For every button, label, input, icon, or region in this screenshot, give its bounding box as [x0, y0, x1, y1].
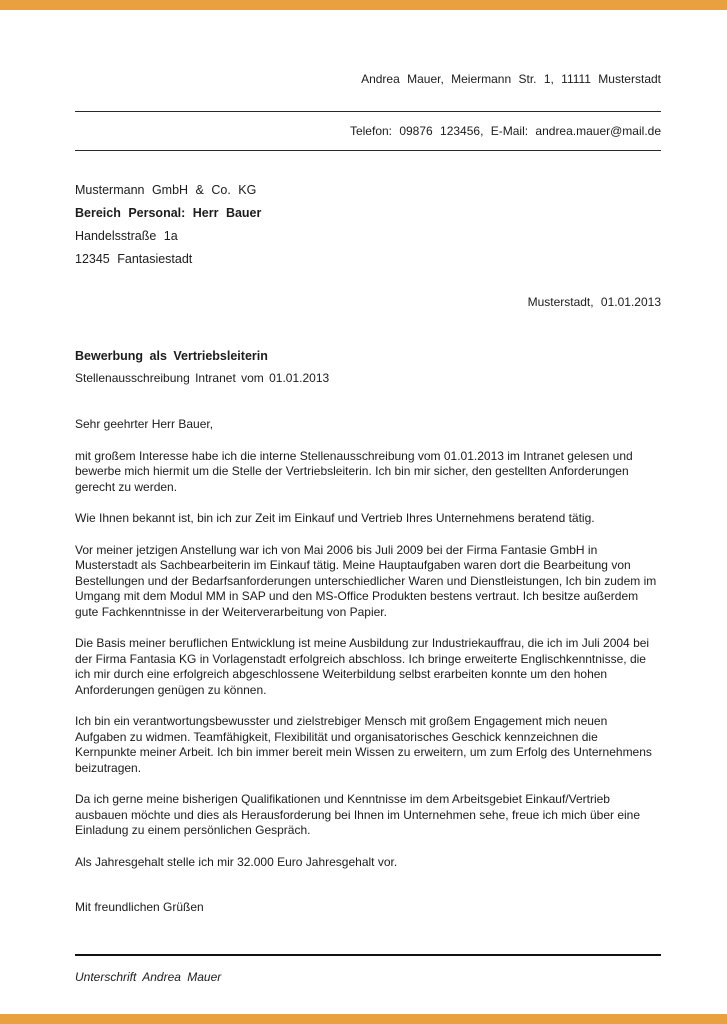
subject-line: Bewerbung als Vertriebsleiterin — [75, 349, 268, 363]
signature-divider — [75, 954, 661, 956]
salutation: Sehr geehrter Herr Bauer, — [75, 417, 214, 431]
recipient-city: 12345 Fantasiestadt — [75, 252, 193, 266]
body-paragraph: Als Jahresgehalt stelle ich mir 32.000 Euro Jahresgehalt vor. — [75, 854, 398, 869]
body-paragraph: mit großem Interesse habe ich die interne Stellenausschreibung vom 01.01.2013 im Intranet gelesen und bewerbe mich hiermit um die Stelle der Vertriebsleiterin. Ich bin mir sicher, den gestellten Anforderungen gerecht zu werden. — [75, 448, 633, 494]
signature-caption: Unterschrift Andrea Mauer — [75, 969, 222, 984]
sender-contact-line: Telefon: 09876 123456, E-Mail: andrea.mauer@mail.de — [349, 124, 661, 138]
date-line: Musterstadt, 01.01.2013 — [527, 295, 661, 309]
bottom-accent-bar — [0, 1014, 727, 1024]
recipient-company: Mustermann GmbH & Co. KG — [75, 183, 257, 197]
sender-address-line: Andrea Mauer, Meiermann Str. 1, 11111 Musterstadt — [361, 72, 661, 86]
body-paragraph: Ich bin ein verantwortungsbewusster und zielstrebiger Mensch mit großem Engagement mich neuen Aufgaben zu widmen. Teamfähigkeit, Flexibilität und organisatorisches Geschick kennzeichnen die Kernpunkte meiner Arbeit. Ich bin immer bereit mein Wissen zu erweitern, um zum Erfolg des Unternehmens beizutragen. — [75, 714, 652, 775]
header-divider-top — [75, 111, 661, 112]
recipient-block — [75, 179, 661, 271]
body-paragraph: Da ich gerne meine bisherigen Qualifikationen und Kenntnisse im dem Arbeitsgebiet Einkauf/Vertrieb ausbauen möchte und dies als Herausforderung bei Ihnen im Unternehmen sehe, freue ich mich über eine Einladung zu einem persönlichen Gespräch. — [75, 792, 641, 837]
closing-line: Mit freundlichen Grüßen — [75, 900, 204, 914]
letter-content — [75, 0, 661, 984]
header-divider-bottom — [75, 150, 661, 151]
body-paragraph: Vor meiner jetzigen Anstellung war ich von Mai 2006 bis Juli 2009 bei der Firma Fantasie GmbH in Musterstadt als Sachbearbeiterin im Einkauf tätig. Meine Hauptaufgaben waren dort die Bearbeitung von Bestellungen und der Bedarfsanforderungen unterschiedlicher Waren und Dienstleistungen, Ich bin zudem im Umgang mit dem Modul MM in SAP und den MS-Office Produkten bestens vertraut. Ich besitze außerdem gute Fachkenntnisse in der Weiterverarbeitung von Papier. — [75, 542, 657, 619]
subject-reference-line: Stellenausschreibung Intranet vom 01.01.2013 — [75, 371, 330, 385]
body-paragraph: Die Basis meiner beruflichen Entwicklung ist meine Ausbildung zur Industriekauffrau, die ich im Juli 2004 bei der Firma Fantasia KG in Vorlagenstadt erfolgreich abschloss. Ich bringe erweiterte Englischkenntnisse, die ich mir durch eine erfolgreich abgeschlossene Weiterbildung selbst erarbeiten konnte um den hohen Anforderungen genügen zu können. — [75, 636, 650, 697]
recipient-department: Bereich Personal: Herr Bauer — [75, 206, 262, 220]
body-paragraph: Wie Ihnen bekannt ist, bin ich zur Zeit im Einkauf und Vertrieb Ihres Unternehmens beratend tätig. — [75, 511, 595, 525]
recipient-street: Handelsstraße 1a — [75, 229, 178, 243]
